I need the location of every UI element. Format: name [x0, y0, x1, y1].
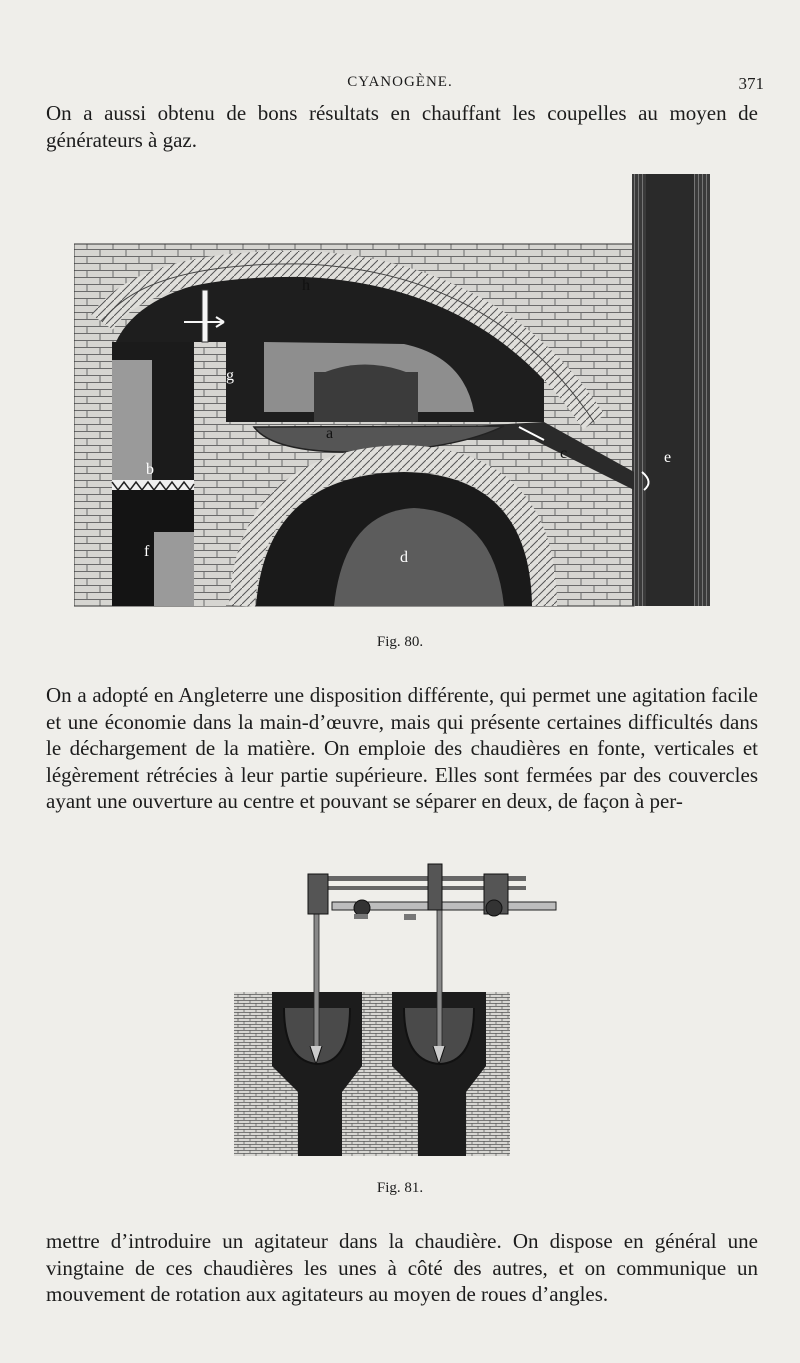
- figure-80-caption: Fig. 80.: [376, 634, 424, 650]
- fig80-label-c: c: [560, 445, 568, 462]
- figure-80-furnace: [74, 172, 712, 612]
- fig80-label-d: d: [400, 549, 408, 566]
- running-title: CYANOGÈNE.: [347, 74, 453, 90]
- figure-81-caption: Fig. 81.: [376, 1180, 424, 1196]
- fig80-label-f: f: [144, 543, 150, 560]
- fig80-label-e: e: [664, 449, 672, 466]
- paragraph-england: On a adopté en Angleterre une disposition différente, qui permet une agitation facile et une économie dans la main-d’œuvre, mais qui présente certaines difficultés dans le déchargement de la matière. On emploie des chaudières en fonte, verticales et légèrement rétrécies à leur partie supérieure. Elles sont fermées par des couvercles ayant une ouverture au centre et pouvant se séparer en deux, de façon à per-: [46, 683, 758, 813]
- figure-81-cauldrons: [232, 856, 558, 1158]
- page-number: 371: [738, 74, 764, 93]
- fig80-label-b: b: [146, 461, 154, 478]
- paragraph-intro: On a aussi obtenu de bons résultats en chauffant les coupelles au moyen de générateurs à gaz.: [46, 101, 758, 152]
- running-head: [0, 74, 800, 96]
- fig80-label-a: a: [326, 425, 334, 442]
- paragraph-agitator: mettre d’introduire un agitateur dans la chaudière. On dispose en général une vingtaine de ces chaudières les unes à côté des autres, et on communique un mouvement de rotation aux agitateurs au moyen de roues d’angles.: [46, 1229, 758, 1306]
- fig80-label-g: g: [226, 367, 234, 384]
- fig80-label-h: h: [302, 277, 310, 294]
